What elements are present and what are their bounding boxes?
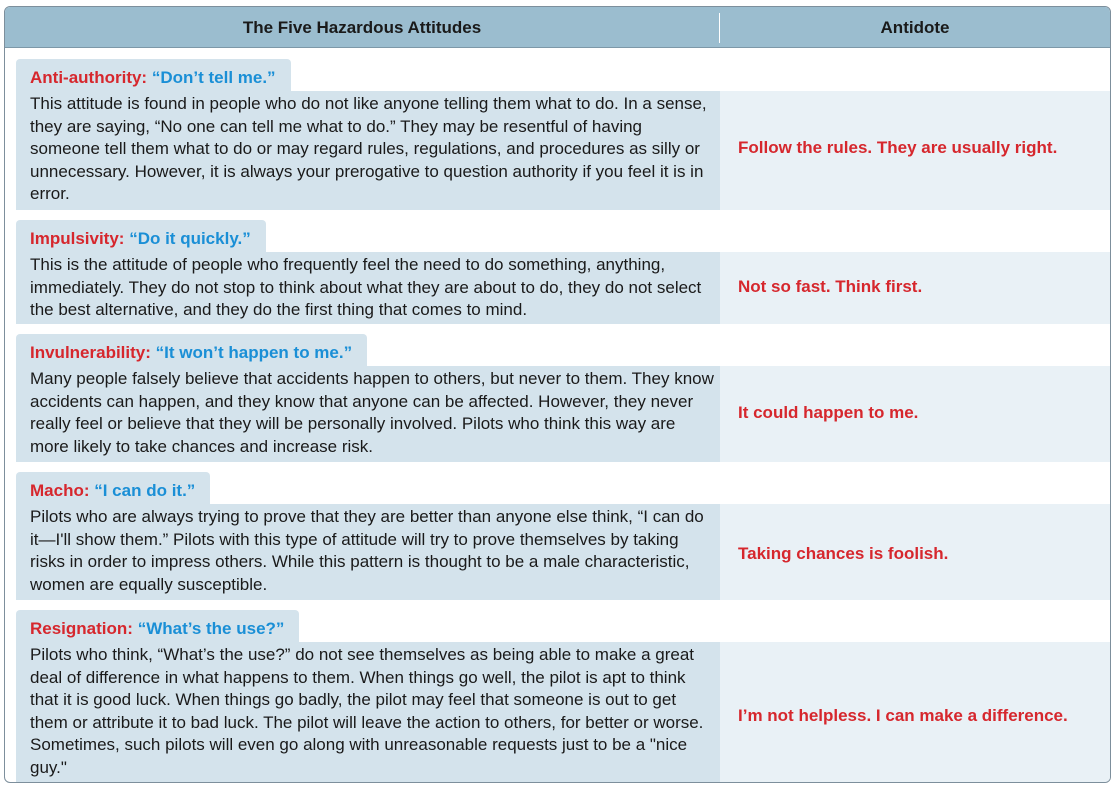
hazardous-attitudes-table [4,6,1111,783]
attitude-title-tab [16,610,299,642]
attitude-quote: “It won’t happen to me.” [155,343,353,362]
attitude-row-macho [5,472,1110,600]
attitude-description: Pilots who think, “What’s the use?” do not see themselves as being able to make a great deal of difference in what happens to them. When things go well, the pilot is apt to think that it is good luck. When things go badly, the pilot may feel that someone is out to get them or attribute it to bad luck. The pilot will leave the action to others, for better or worse. Sometimes, such pilots will even go along with unreasonable requests just to be a "nice guy." [16,642,720,782]
attitude-quote: “Don’t tell me.” [151,68,276,87]
attitude-row-impulsivity [5,220,1110,324]
attitude-title-tab [16,334,367,366]
attitude-title-tab [16,59,291,91]
attitude-description: Pilots who are always trying to prove that they are better than anyone else think, “I can do it—I'll show them.” Pilots with this type of attitude will try to prove themselves by taking risks in order to impress others. While this pattern is thought to be a male characteristic, women are equally susceptible. [16,504,720,600]
attitude-quote: “I can do it.” [94,481,196,500]
attitude-row-resignation [5,610,1110,782]
attitude-name: Invulnerability: [30,343,151,362]
attitude-name: Impulsivity: [30,229,125,248]
antidote-text: Follow the rules. They are usually right. [738,138,1058,157]
attitude-description: Many people falsely believe that accidents happen to others, but never to them. They know accidents can happen, and they know that anyone can be affected. However, they never really feel or believe that they will be personally involved. Pilots who think this way are more likely to take chances and increase risk. [16,366,720,462]
header-antidote-title: Antidote [880,18,950,37]
attitude-description: This is the attitude of people who frequently feel the need to do something, anything, immediately. They do not stop to think about what they are about to do, they do not select the best alternative, and they do the first thing that comes to mind. [16,252,720,324]
attitude-description: This attitude is found in people who do not like anyone telling them what to do. In a sense, they are saying, “No one can tell me what to do.” They may be resentful of having someone tell them what to do or may regard rules, regulations, and procedures as silly or unnecessary. However, it is always your prerogative to question authority if you feel it is in error. [16,91,720,210]
attitude-row-anti-authority [5,59,1110,210]
antidote-text: I’m not helpless. I can make a difference. [738,706,1068,725]
attitude-title-tab [16,220,266,252]
table-header [5,7,1110,48]
attitude-quote: “Do it quickly.” [129,229,251,248]
antidote-text: Not so fast. Think first. [738,277,923,296]
antidote-text: It could happen to me. [738,403,919,422]
header-attitudes-title: The Five Hazardous Attitudes [242,18,482,37]
attitude-title-tab [16,472,210,504]
attitude-name: Anti-authority: [30,68,148,87]
attitude-name: Resignation: [30,619,133,638]
antidote-text: Taking chances is foolish. [738,544,949,563]
attitude-quote: “What’s the use?” [137,619,285,638]
attitude-row-invulnerability [5,334,1110,462]
attitude-name: Macho: [30,481,90,500]
